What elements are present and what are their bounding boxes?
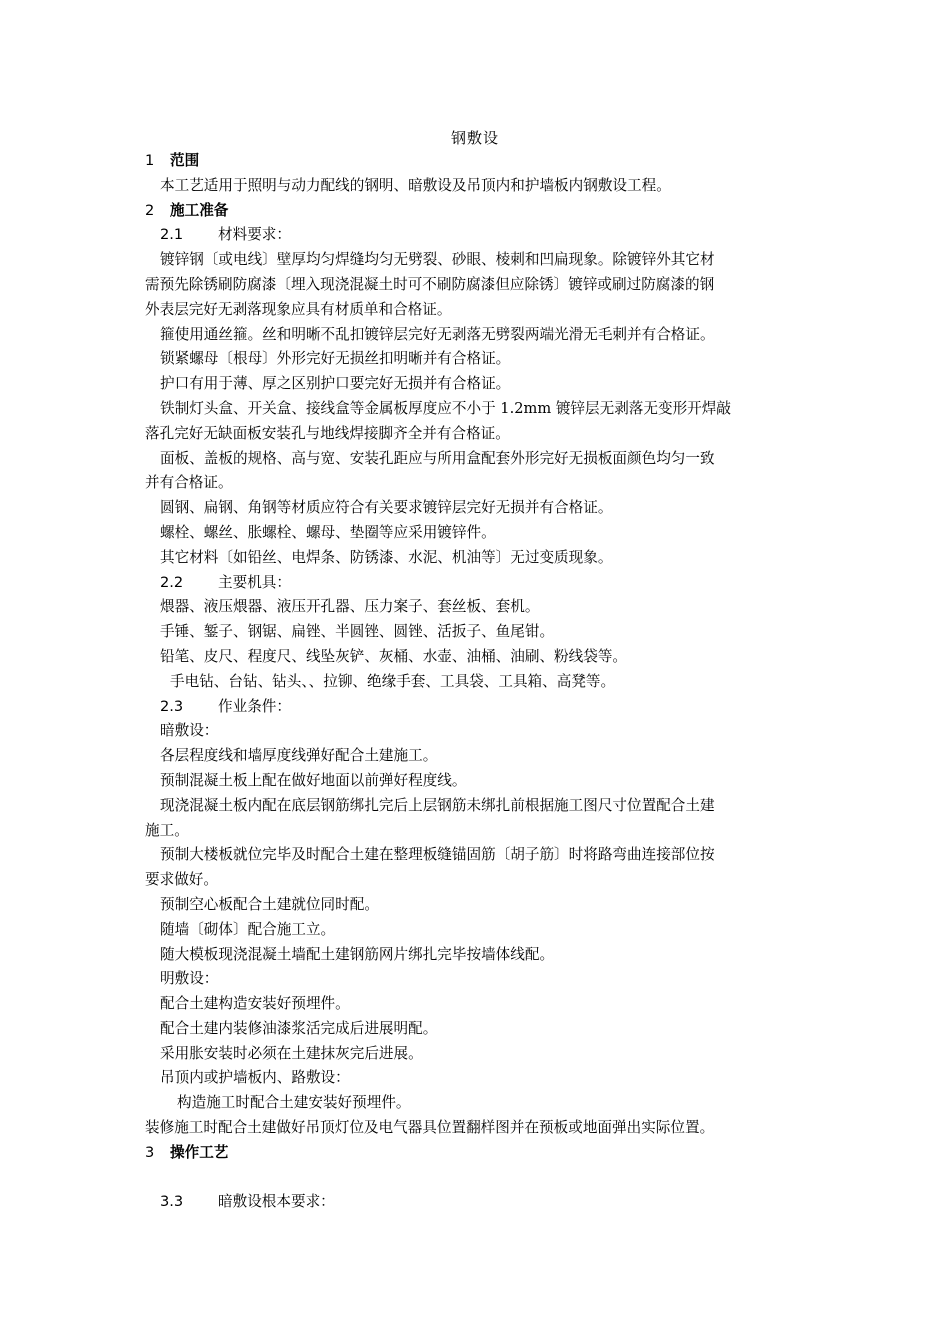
text-line: 随墙〔砌体〕配合施工立。 [160,920,336,938]
text-line: 现浇混凝土板内配在底层钢筋绑扎完后上层钢筋未绑扎前根据施工图尺寸位置配合土建 [160,796,715,814]
text-line: 要求做好。 [145,871,218,889]
text-line: 配合土建内装修油漆浆活完成后进展明配。 [160,1019,438,1037]
section-title: 范围 [170,152,200,169]
text-line: 镀锌钢〔或电线〕壁厚均匀焊缝均匀无劈裂、砂眼、棱刺和凹扁现象。除镀锌外其它材 [160,251,715,269]
text-line: 各层程度线和墙厚度线弹好配合土建施工。 [160,747,438,765]
section-3-heading [145,1141,817,1166]
subsection-title: 暗敷设根本要求： [218,1193,335,1211]
text-line: 铅笔、皮尺、程度尺、线坠灰铲、灰桶、水壶、油桶、油刷、粉线袋等。 [160,647,628,665]
subsection-3-3-heading [145,1190,817,1215]
text-line: 施工。 [145,821,189,839]
document-body [145,149,817,1215]
section-2-heading [145,199,817,224]
text-line: 手电钻、台钻、钻头、、拉铆、绝缘手套、工具袋、工具箱、高凳等。 [170,672,616,690]
text-line: 预制大楼板就位完毕及时配合土建在整理板缝锚固筋〔胡子筋〕时将路弯曲连接部位按 [160,846,715,864]
text-line: 需预先除锈刷防腐漆〔埋入现浇混凝土时可不刷防腐漆但应除锈〕镀锌或刷过防腐漆的钢 [145,275,715,293]
text-line: 箍使用通丝箍。丝和明晰不乱扣镀锌层完好无剥落无劈裂两端光滑无毛刺并有合格证。 [160,325,715,343]
text-line: 落孔完好无缺面板安装孔与地线焊接脚齐全并有合格证。 [145,424,510,442]
section-title: 操作工艺 [170,1143,229,1161]
text-line: 暗敷设： [160,722,219,740]
text-line: 其它材料〔如铅丝、电焊条、防锈漆、水泥、机油等〕无过变质现象。 [160,548,613,566]
subsection-title: 主要机具： [218,573,291,591]
text-line: 锁紧螺母〔根母〕外形完好无损丝扣明晰并有合格证。 [160,350,511,368]
section-title: 施工准备 [170,201,229,219]
subsection-2-1-heading [145,223,817,248]
text-line: 护口有用于薄、厚之区别护口要完好无损并有合格证。 [160,375,511,393]
section-number: 3 [145,1143,155,1161]
blank-line [145,1166,817,1191]
subsection-2-3-heading [145,695,817,720]
subsection-number: 3.3 [160,1193,184,1211]
text-line: 外表层完好无剥落现象应具有材质单和合格证。 [145,300,452,318]
page-title: 钢敷设 [450,129,499,147]
subsection-number: 2.3 [160,697,184,715]
text-line: 明敷设： [160,970,219,988]
subsection-title: 作业条件： [218,697,291,715]
text-line: 吊顶内或护墙板内、路敷设： [160,1069,350,1087]
subsection-number: 2.1 [160,226,184,244]
text-line: 预制空心板配合土建就位同时配。 [160,895,379,913]
text-line: 铁制灯头盒、开关盒、接线盒等金属板厚度应不小于 1.2mm 镀锌层无剥落无变形开焊敲 [160,399,731,417]
text-line: 并有合格证。 [145,474,233,492]
section-number: 2 [145,201,155,219]
section-number: 1 [145,152,155,169]
text-line: 圆钢、扁钢、角钢等材质应符合有关要求镀锌层完好无损并有合格证。 [160,499,613,517]
text-line: 构造施工时配合土建安装好预埋件。 [177,1094,411,1112]
text-line: 手锤、錾子、钢锯、扁锉、半圆锉、圆锉、活扳子、鱼尾钳。 [160,623,555,641]
text-line: 随大模板现浇混凝土墙配土建钢筋网片绑扎完毕按墙体线配。 [160,945,555,963]
text-line: 煨器、液压煨器、液压开孔器、压力案子、套丝板、套机。 [160,598,540,616]
text-line: 面板、盖板的规格、高与宽、安装孔距应与所用盒配套外形完好无损板面颜色均匀一致 [160,449,715,467]
text-line: 采用胀安装时必须在土建抹灰完后进展。 [160,1044,423,1062]
text-line: 螺栓、螺丝、胀螺栓、螺母、垫圈等应采用镀锌件。 [160,523,496,541]
text-line: 装修施工时配合土建做好吊顶灯位及电气器具位置翻样图并在预板或地面弹出实际位置。 [145,1119,715,1137]
subsection-number: 2.2 [160,573,184,591]
paragraph: 本工艺适用于照明与动力配线的钢明、暗敷设及吊顶内和护墙板内钢敷设工程。 [160,176,671,194]
section-1-heading [145,149,817,174]
text-line: 配合土建构造安装好预埋件。 [160,995,350,1013]
text-line: 预制混凝土板上配在做好地面以前弹好程度线。 [160,771,467,789]
subsection-title: 材料要求： [218,226,291,244]
subsection-2-2-heading [145,571,817,596]
